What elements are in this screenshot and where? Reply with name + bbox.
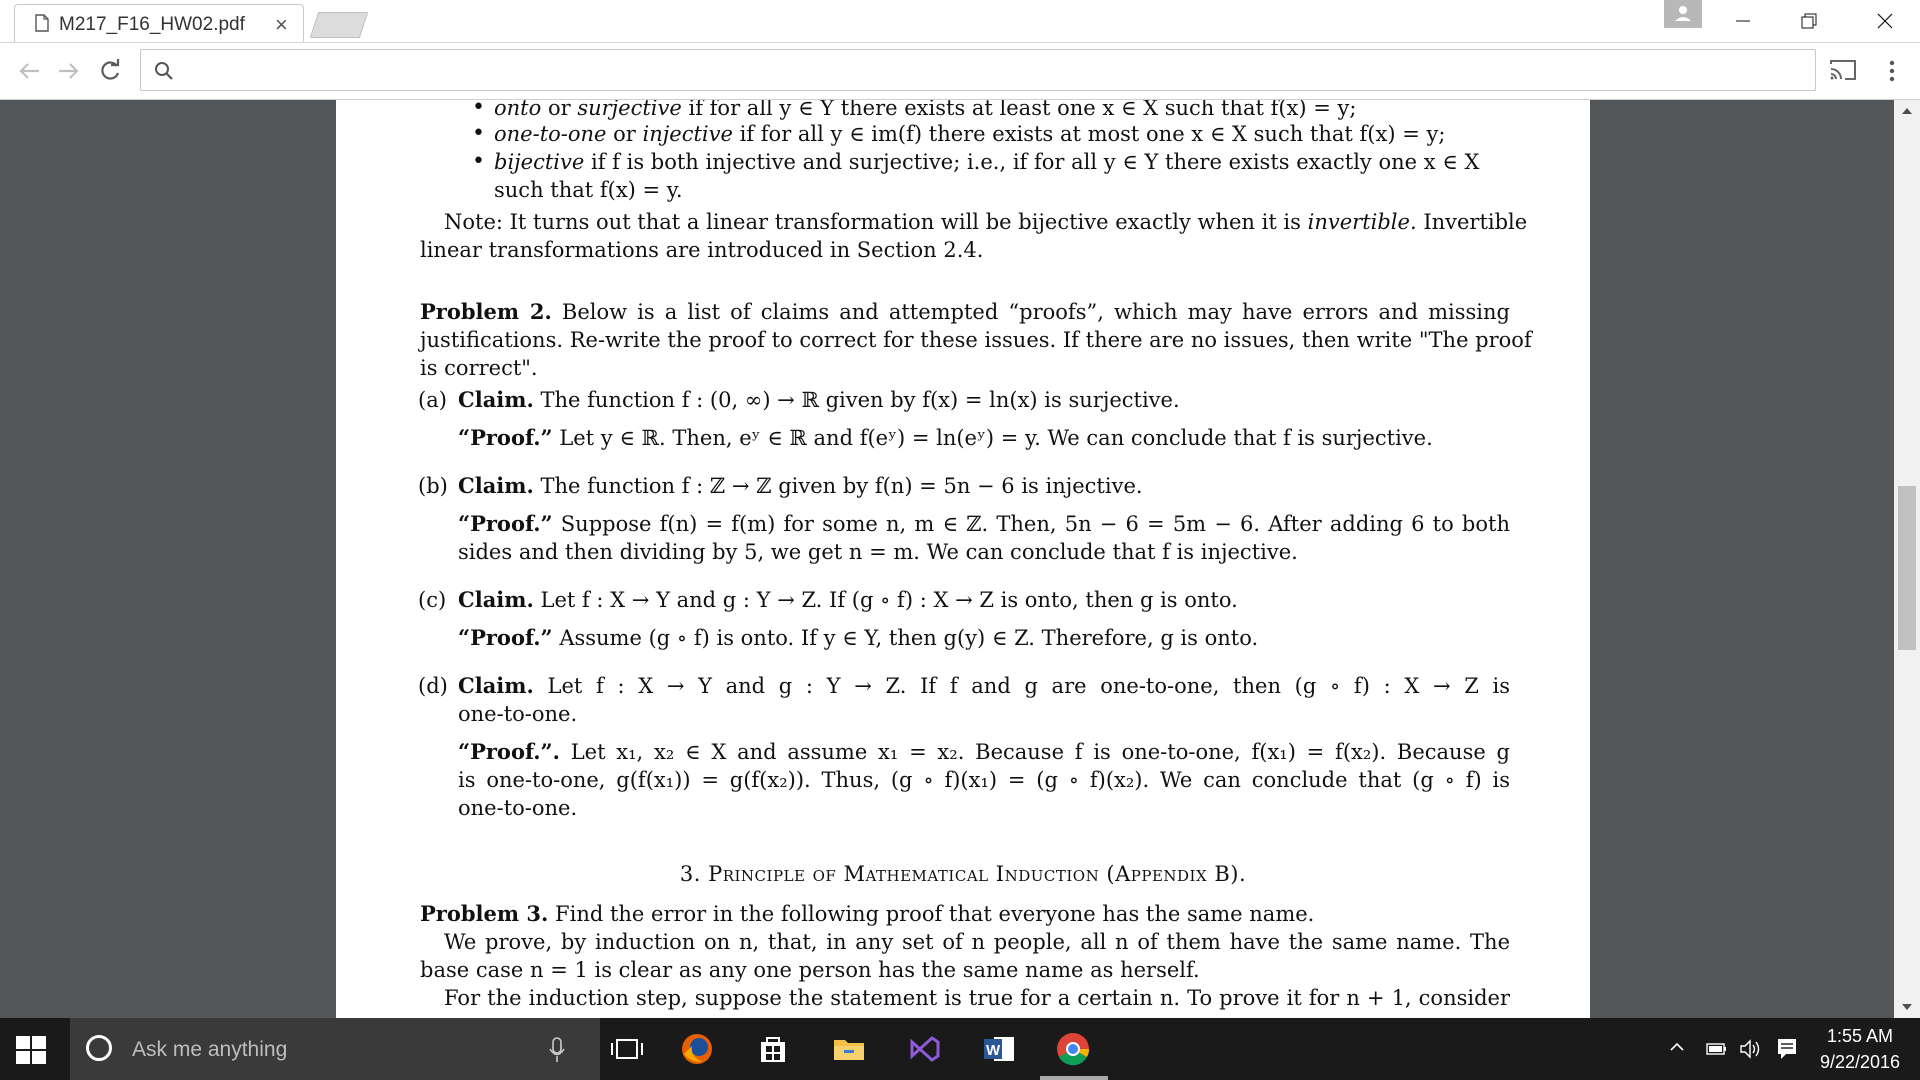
svg-text:W: W	[986, 1042, 1001, 1059]
arrow-left-icon	[16, 57, 44, 85]
bullet: •	[472, 149, 485, 174]
definition-bijective-cont: such that f(x) = y.	[494, 178, 683, 202]
cortana-icon	[86, 1035, 112, 1061]
minimize-icon	[1720, 6, 1766, 36]
store-app[interactable]	[752, 1028, 794, 1070]
problem2-intro-line-3: is correct".	[420, 356, 538, 380]
clock-date[interactable]: 9/22/2016	[1819, 1052, 1901, 1072]
close-window-button[interactable]	[1862, 6, 1908, 36]
word-icon	[978, 1028, 1020, 1070]
chrome-app[interactable]	[1052, 1028, 1094, 1070]
part-a-tag: (a)	[418, 388, 447, 412]
restore-button[interactable]	[1786, 6, 1832, 36]
new-tab-button[interactable]	[310, 12, 368, 38]
part-a-claim: Claim. The function f : (0, ∞) → ℝ given by f(x) = ln(x) is surjective.	[458, 387, 1180, 412]
chrome-icon	[1052, 1028, 1094, 1070]
part-d-proof-line-2: is one-to-one, g(f(x₁)) = g(f(x₂)). Thus, (g ∘ f)(x₁) = (g ∘ f)(x₂). We can conclude that (g ∘ f) is	[458, 768, 1510, 792]
address-bar[interactable]	[140, 49, 1816, 91]
part-a-proof: “Proof.” Let y ∈ ℝ. Then, eʸ ∈ ℝ and f(eʸ) = ln(eʸ) = y. We can conclude that f is surjective.	[458, 425, 1433, 450]
part-c-tag: (c)	[418, 588, 447, 612]
forward-button[interactable]	[54, 57, 82, 85]
definition-onto: onto or surjective if for all y ∈ Y there exists at least one x ∈ X such that f(x) = y;	[494, 100, 1357, 120]
problem3-line-1: Problem 3. Find the error in the following proof that everyone has the same name.	[420, 901, 1315, 926]
search-icon	[153, 60, 175, 82]
problem3-line-3: base case n = 1 is clear as any one person has the same name as herself.	[420, 958, 1200, 982]
part-c-proof: “Proof.” Assume (g ∘ f) is onto. If y ∈ Y, then g(y) ∈ Z. Therefore, g is onto.	[458, 625, 1259, 650]
scroll-thumb[interactable]	[1898, 486, 1916, 650]
close-icon	[1862, 6, 1908, 36]
pdf-page	[336, 100, 1590, 1018]
reload-button[interactable]	[96, 57, 124, 85]
search-placeholder: Ask me anything	[132, 1038, 288, 1061]
part-d-tag: (d)	[418, 674, 448, 698]
word-app[interactable]	[978, 1028, 1020, 1070]
windows-logo-icon	[14, 1034, 48, 1066]
bullet: •	[472, 100, 485, 120]
vertical-scrollbar[interactable]	[1894, 100, 1920, 1018]
part-d-proof-line-3: one-to-one.	[458, 796, 578, 820]
person-icon	[1664, 0, 1702, 28]
firefox-icon	[676, 1028, 718, 1070]
cast-button[interactable]	[1828, 57, 1858, 83]
profile-button[interactable]	[1664, 0, 1702, 28]
tab-close-icon[interactable]: ×	[275, 12, 288, 37]
volume-icon[interactable]	[1738, 1036, 1762, 1062]
address-input[interactable]	[185, 56, 1789, 86]
part-d-claim: Claim. Let f : X → Y and g : Y → Z. If f and g are one-to-one, then (g ∘ f) : X → Z is	[458, 673, 1510, 698]
part-b-proof-line-2: sides and then dividing by 5, we get n = m. We can conclude that f is injective.	[458, 540, 1298, 564]
problem2-intro-line-2: justifications. Re-write the proof to correct for these issues. If there are no issues, then write "The proof	[420, 328, 1532, 352]
pdf-viewer[interactable]	[0, 100, 1920, 1018]
reload-icon	[96, 57, 124, 85]
part-d-claim-cont: one-to-one.	[458, 702, 578, 726]
file-explorer-app[interactable]	[828, 1028, 870, 1070]
scroll-up-arrow-icon[interactable]	[1902, 108, 1912, 114]
active-app-indicator	[1040, 1076, 1108, 1080]
definition-bijective: bijective if f is both injective and surjective; i.e., if for all y ∈ Y there exists exactly one x ∈ X	[494, 150, 1480, 174]
battery-icon[interactable]	[1706, 1042, 1728, 1056]
part-c-claim: Claim. Let f : X → Y and g : Y → Z. If (g ∘ f) : X → Z is onto, then g is onto.	[458, 587, 1238, 612]
problem2-intro-line-1: Problem 2. Below is a list of claims and attempted “proofs”, which may have errors and missing	[420, 299, 1510, 324]
browser-toolbar	[0, 43, 1920, 100]
note-line-2: linear transformations are introduced in Section 2.4.	[420, 238, 984, 262]
folder-icon	[828, 1028, 870, 1070]
windows-taskbar	[0, 1018, 1920, 1080]
visual-studio-app[interactable]	[904, 1028, 946, 1070]
tab-pdf[interactable]	[14, 4, 304, 42]
cast-icon	[1828, 57, 1858, 83]
action-center-icon[interactable]	[1776, 1036, 1798, 1062]
start-button[interactable]	[14, 1034, 48, 1066]
task-view-icon	[606, 1028, 648, 1070]
minimize-button[interactable]	[1720, 6, 1766, 36]
cortana-search-box[interactable]	[70, 1018, 600, 1080]
chrome-menu-button[interactable]	[1886, 57, 1898, 85]
bullet: •	[472, 121, 485, 146]
tab-strip	[0, 0, 1920, 43]
part-d-proof-line-1: “Proof.”. Let x₁, x₂ ∈ X and assume x₁ = x₂. Because f is one-to-one, f(x₁) = f(x₂). Because g	[458, 739, 1510, 764]
scroll-down-arrow-icon[interactable]	[1902, 1004, 1912, 1010]
clock-time[interactable]: 1:55 AM	[1826, 1026, 1894, 1046]
problem3-line-4: For the induction step, suppose the statement is true for a certain n. To prove it for n + 1, consider	[444, 986, 1510, 1010]
microphone-icon[interactable]	[548, 1036, 566, 1064]
note-line-1: Note: It turns out that a linear transformation will be bijective exactly when it is invertible. Invertible	[444, 210, 1528, 234]
task-view-button[interactable]	[606, 1028, 648, 1070]
visual-studio-icon	[904, 1028, 946, 1070]
chevron-up-icon[interactable]	[1668, 1038, 1686, 1056]
definition-one-to-one: one-to-one or injective if for all y ∈ im(f) there exists at most one x ∈ X such that f(x) = y;	[494, 122, 1446, 146]
firefox-app[interactable]	[676, 1028, 718, 1070]
store-icon	[752, 1028, 794, 1070]
problem3-line-2: We prove, by induction on n, that, in any set of n people, all n of them have the same name. The	[444, 930, 1510, 954]
tab-title: M217_F16_HW02.pdf	[59, 14, 245, 35]
restore-icon	[1786, 6, 1832, 36]
part-b-proof-line-1: “Proof.” Suppose f(n) = f(m) for some n, m ∈ ℤ. Then, 5n − 6 = 5m − 6. After adding 6 to both	[458, 511, 1510, 536]
arrow-right-icon	[54, 57, 82, 85]
kebab-menu-icon	[1886, 57, 1898, 85]
document-icon	[35, 14, 49, 32]
section-3-heading: 3. Principle of Mathematical Induction (Appendix B).	[679, 862, 1247, 886]
back-button[interactable]	[16, 57, 44, 85]
part-b-claim: Claim. The function f : ℤ → ℤ given by f(n) = 5n − 6 is injective.	[458, 473, 1143, 498]
part-b-tag: (b)	[418, 474, 448, 498]
